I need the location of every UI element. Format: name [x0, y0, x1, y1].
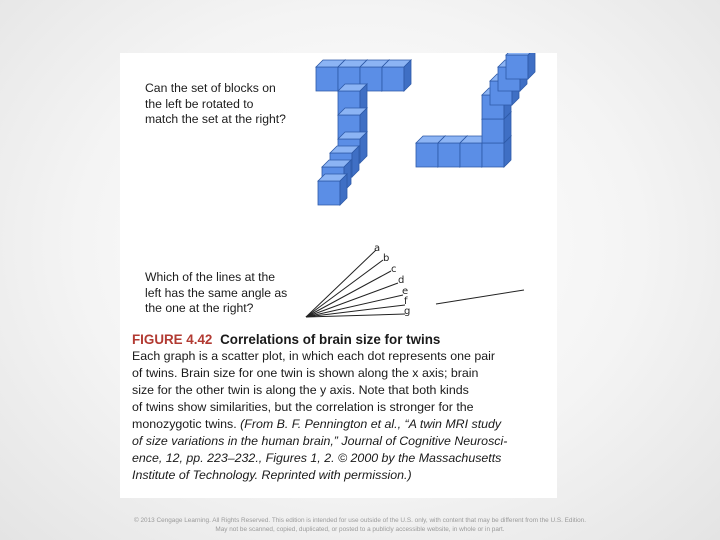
left-block-figure — [316, 60, 411, 205]
reference-angle-line — [436, 290, 524, 304]
figure-heading — [132, 331, 552, 348]
question-line: the one at the right? — [145, 301, 254, 315]
line-label-f: f — [404, 296, 408, 307]
question-line: left has the same angle as — [145, 285, 288, 300]
figure-title: Correlations of brain size for twins — [220, 332, 441, 347]
caption-citation-line: of size variations in the human brain,” Journal of Cognitive Neurosci- — [132, 434, 508, 448]
question-line-angle — [145, 270, 287, 317]
caption-line: Each graph is a scatter plot, in which each dot represents one pair — [132, 349, 495, 363]
line-label-g: g — [404, 306, 411, 317]
angle-lines-fan — [306, 250, 405, 317]
line-label-d: d — [398, 275, 405, 286]
question-line: the left be rotated to — [145, 96, 254, 111]
caption-line: of twins. Brain size for one twin is shown along the x axis; brain — [132, 366, 479, 380]
figure-caption — [132, 331, 552, 484]
question-line: Which of the lines at the — [145, 270, 276, 284]
figure-number: FIGURE 4.42 — [132, 332, 213, 347]
line-label-b: b — [383, 253, 390, 264]
copyright-line: May not be scanned, copied, duplicated, or posted to a publicly accessible website, in whole or in part. — [215, 526, 505, 533]
caption-line: of twins show similarities, but the correlation is stronger for the — [132, 400, 474, 414]
copyright-footer — [0, 516, 720, 534]
caption-citation-start: (From B. F. Pennington et al., “A twin MRI study — [240, 417, 502, 431]
question-line: Can the set of blocks on — [145, 81, 276, 95]
caption-citation-line: ence, 12, pp. 223–232., Figures 1, 2. © 2000 by the Massachusetts — [132, 451, 502, 465]
right-block-figure — [416, 53, 535, 167]
caption-plain: monozygotic twins. — [132, 417, 237, 431]
line-label-a: a — [374, 243, 381, 254]
textbook-page-panel — [120, 53, 557, 498]
caption-line-mixed — [132, 416, 552, 433]
caption-line: size for the other twin is along the y axis. Note that both kinds — [132, 383, 469, 397]
line-label-e: e — [402, 286, 409, 297]
line-label-c: c — [391, 264, 397, 275]
caption-citation-line: Institute of Technology. Reprinted with permission.) — [132, 468, 412, 482]
question-line: match the set at the right? — [145, 112, 286, 126]
copyright-line: © 2013 Cengage Learning. All Rights Reserved. This edition is intended for use outside of the U.S. only, with content that may be different from the U.S. Edition. — [134, 517, 586, 524]
